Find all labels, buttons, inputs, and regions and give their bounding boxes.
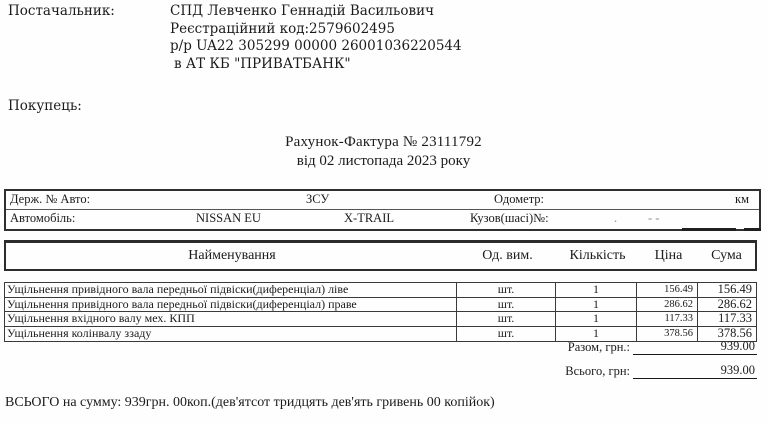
item-unit: шт. — [457, 298, 556, 312]
table-row — [5, 298, 756, 313]
total-label: Всього, грн: — [565, 364, 630, 378]
plate-value: ЗСУ — [306, 192, 330, 206]
plate-label: Держ. № Авто: — [10, 192, 91, 206]
item-price: 156.49 — [637, 283, 698, 297]
item-sum: 117.33 — [718, 311, 752, 326]
scan-smudge — [744, 228, 761, 231]
header-qty: Кількість — [569, 248, 626, 263]
item-sum: 286.62 — [717, 296, 752, 311]
item-name: Ущільнення вхідного валу мех. КПП — [5, 312, 457, 326]
item-unit: шт. — [457, 327, 556, 342]
header-name: Найменування — [188, 248, 276, 263]
subtotal-value: 939.00 — [633, 339, 757, 355]
body-number-mark-dot: . — [614, 211, 618, 225]
car-make: NISSAN EU — [196, 211, 261, 225]
subtotal-row — [568, 339, 757, 355]
scan-smudge — [682, 228, 736, 231]
item-price: 286.62 — [637, 298, 698, 312]
invoice-title: Рахунок-Фактура № 23111792 — [285, 134, 482, 150]
header-sum: Сума — [711, 248, 742, 263]
supplier-account: р/р UA22 305299 00000 26001036220544 — [170, 38, 462, 54]
odometer-unit: км — [735, 192, 749, 206]
header-unit: Од. вим. — [482, 248, 533, 263]
supplier-bank: в АТ КБ "ПРИВАТБАНК" — [174, 55, 351, 72]
item-unit: шт. — [457, 312, 556, 326]
item-sum: 156.49 — [717, 282, 752, 297]
supplier-reg-code: Реєстраційний код:2579602495 — [170, 20, 395, 37]
amount-in-words: ВСЬОГО на сумму: 939грн. 00коп.(дев'ятсот тридцять дев'ять гривень 00 копійок) — [5, 395, 495, 410]
body-number-label: Кузов(шасі)№: — [470, 211, 549, 225]
table-row — [5, 312, 756, 327]
items-table-header — [4, 240, 757, 271]
items-table-body — [4, 282, 757, 342]
vehicle-table-divider — [6, 209, 759, 210]
car-model: X-TRAIL — [344, 211, 394, 225]
item-name: Ущільнення привідного вала передньої підвіски(диференціал) ліве — [5, 283, 457, 297]
item-qty: 1 — [556, 312, 637, 326]
car-label: Автомобіль: — [10, 211, 76, 225]
invoice-date: від 02 листопада 2023 року — [296, 153, 471, 169]
subtotal-label: Разом, грн.: — [567, 340, 630, 354]
item-qty: 1 — [556, 327, 637, 342]
item-price: 378.56 — [637, 327, 698, 342]
item-name: Ущільнення колінвалу ззаду — [5, 327, 457, 342]
item-qty: 1 — [556, 283, 637, 297]
supplier-name: СПД Левченко Геннадій Васильович — [170, 3, 434, 19]
item-price: 117.33 — [637, 312, 698, 326]
body-number-mark-dashes: - - — [648, 211, 660, 225]
supplier-details — [170, 3, 462, 73]
supplier-label: Постачальник: — [8, 3, 115, 19]
header-price: Ціна — [654, 248, 683, 263]
item-qty: 1 — [556, 298, 637, 312]
total-value: 939.00 — [633, 363, 757, 379]
total-row — [565, 363, 757, 379]
buyer-label: Покупець: — [8, 98, 82, 114]
vehicle-info-table — [4, 189, 761, 231]
odometer-label: Одометр: — [494, 192, 545, 206]
item-sum: 378.56 — [717, 326, 752, 341]
table-row — [5, 283, 756, 298]
item-name: Ущільнення привідного вала передньої підвіски(диференціал) праве — [5, 298, 457, 312]
item-unit: шт. — [457, 283, 556, 297]
